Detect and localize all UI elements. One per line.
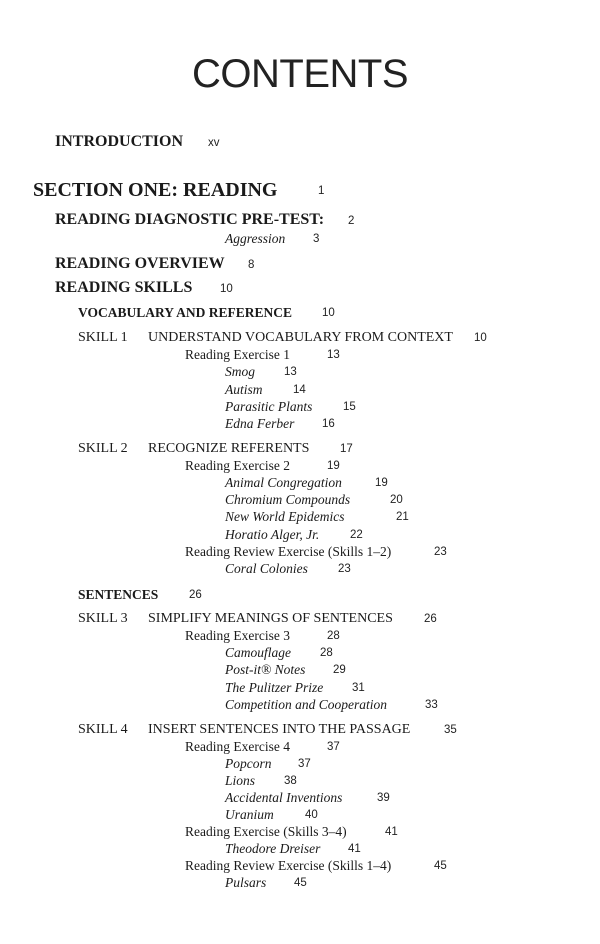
toc-introduction[interactable]: INTRODUCTION xyxy=(55,133,184,150)
toc-overview[interactable]: READING OVERVIEW xyxy=(55,255,225,272)
toc-epidemics[interactable]: New World Epidemics xyxy=(225,509,345,524)
toc-skill3[interactable]: SIMPLIFY MEANINGS OF SENTENCES xyxy=(148,611,393,626)
toc-introduction-page: xv xyxy=(208,137,220,149)
toc-reading-skills[interactable]: READING SKILLS xyxy=(55,279,193,296)
toc-skill2[interactable]: RECOGNIZE REFERENTS xyxy=(148,441,310,456)
toc-accidental-page: 39 xyxy=(377,792,390,804)
toc-ferber-page: 16 xyxy=(322,418,335,430)
toc-skill1-num: SKILL 1 xyxy=(78,330,128,345)
toc-review14[interactable]: Reading Review Exercise (Skills 1–4) xyxy=(185,858,392,873)
toc-ex34-page: 41 xyxy=(385,826,398,838)
toc-pulsars[interactable]: Pulsars xyxy=(225,875,267,890)
toc-animal-page: 19 xyxy=(375,477,388,489)
toc-accidental[interactable]: Accidental Inventions xyxy=(225,790,343,805)
toc-postit-page: 29 xyxy=(333,664,346,676)
toc-skill2-num: SKILL 2 xyxy=(78,441,128,456)
toc-camouflage-page: 28 xyxy=(320,647,333,659)
toc-animal[interactable]: Animal Congregation xyxy=(225,475,342,490)
toc-ex1-page: 13 xyxy=(327,349,340,361)
toc-lions[interactable]: Lions xyxy=(225,773,256,788)
toc-ex3-page: 28 xyxy=(327,630,340,642)
toc-ex34[interactable]: Reading Exercise (Skills 3–4) xyxy=(185,824,347,839)
toc-review12-page: 23 xyxy=(434,546,447,558)
toc-smog-page: 13 xyxy=(284,366,297,378)
toc-autism[interactable]: Autism xyxy=(225,382,263,397)
toc-ex3[interactable]: Reading Exercise 3 xyxy=(185,628,290,643)
toc-pulitzer-page: 31 xyxy=(352,682,365,694)
toc-smog[interactable]: Smog xyxy=(225,364,255,379)
toc-ex2[interactable]: Reading Exercise 2 xyxy=(185,458,290,473)
toc-lions-page: 38 xyxy=(284,775,297,787)
toc-section-one[interactable]: SECTION ONE: READING xyxy=(33,179,278,201)
toc-skill3-num: SKILL 3 xyxy=(78,611,128,626)
toc-dreiser[interactable]: Theodore Dreiser xyxy=(225,841,321,856)
toc-postit[interactable]: Post-it® Notes xyxy=(225,662,306,677)
page-title: CONTENTS xyxy=(192,52,408,96)
toc-review14-page: 45 xyxy=(434,860,447,872)
toc-ex4-page: 37 xyxy=(327,741,340,753)
toc-reading-skills-page: 10 xyxy=(220,283,233,295)
toc-dreiser-page: 41 xyxy=(348,843,361,855)
toc-skill1[interactable]: UNDERSTAND VOCABULARY FROM CONTEXT xyxy=(148,330,453,345)
toc-uranium[interactable]: Uranium xyxy=(225,807,274,822)
toc-competition-page: 33 xyxy=(425,699,438,711)
toc-sentences-page: 26 xyxy=(189,589,202,601)
toc-camouflage[interactable]: Camouflage xyxy=(225,645,291,660)
toc-coral-page: 23 xyxy=(338,563,351,575)
toc-aggression-page: 3 xyxy=(313,233,320,245)
toc-epidemics-page: 21 xyxy=(396,511,409,523)
toc-skill4-num: SKILL 4 xyxy=(78,722,128,737)
toc-skill4[interactable]: INSERT SENTENCES INTO THE PASSAGE xyxy=(148,722,411,737)
toc-sentences[interactable]: SENTENCES xyxy=(78,587,159,602)
toc-vocab-reference[interactable]: VOCABULARY AND REFERENCE xyxy=(78,305,293,320)
toc-uranium-page: 40 xyxy=(305,809,318,821)
toc-parasitic[interactable]: Parasitic Plants xyxy=(225,399,313,414)
toc-ex1[interactable]: Reading Exercise 1 xyxy=(185,347,290,362)
toc-section-one-page: 1 xyxy=(318,185,325,197)
toc-review12[interactable]: Reading Review Exercise (Skills 1–2) xyxy=(185,544,392,559)
toc-aggression[interactable]: Aggression xyxy=(225,231,286,246)
toc-skill4-page: 35 xyxy=(444,724,457,736)
toc-ferber[interactable]: Edna Ferber xyxy=(225,416,295,431)
toc-ex2-page: 19 xyxy=(327,460,340,472)
toc-popcorn[interactable]: Popcorn xyxy=(225,756,272,771)
toc-alger-page: 22 xyxy=(350,529,363,541)
toc-vocab-reference-page: 10 xyxy=(322,307,335,319)
toc-alger[interactable]: Horatio Alger, Jr. xyxy=(225,527,320,542)
toc-skill2-page: 17 xyxy=(340,443,353,455)
toc-chromium-page: 20 xyxy=(390,494,403,506)
toc-pulsars-page: 45 xyxy=(294,877,307,889)
toc-coral[interactable]: Coral Colonies xyxy=(225,561,308,576)
toc-chromium[interactable]: Chromium Compounds xyxy=(225,492,351,507)
toc-pre-test[interactable]: READING DIAGNOSTIC PRE-TEST: xyxy=(55,211,325,228)
toc-pulitzer[interactable]: The Pulitzer Prize xyxy=(225,680,324,695)
toc-ex4[interactable]: Reading Exercise 4 xyxy=(185,739,290,754)
toc-skill1-page: 10 xyxy=(474,332,487,344)
toc-skill3-page: 26 xyxy=(424,613,437,625)
toc-parasitic-page: 15 xyxy=(343,401,356,413)
toc-popcorn-page: 37 xyxy=(298,758,311,770)
toc-competition[interactable]: Competition and Cooperation xyxy=(225,697,387,712)
toc-pre-test-page: 2 xyxy=(348,215,355,227)
toc-overview-page: 8 xyxy=(248,259,255,271)
toc-autism-page: 14 xyxy=(293,384,306,396)
